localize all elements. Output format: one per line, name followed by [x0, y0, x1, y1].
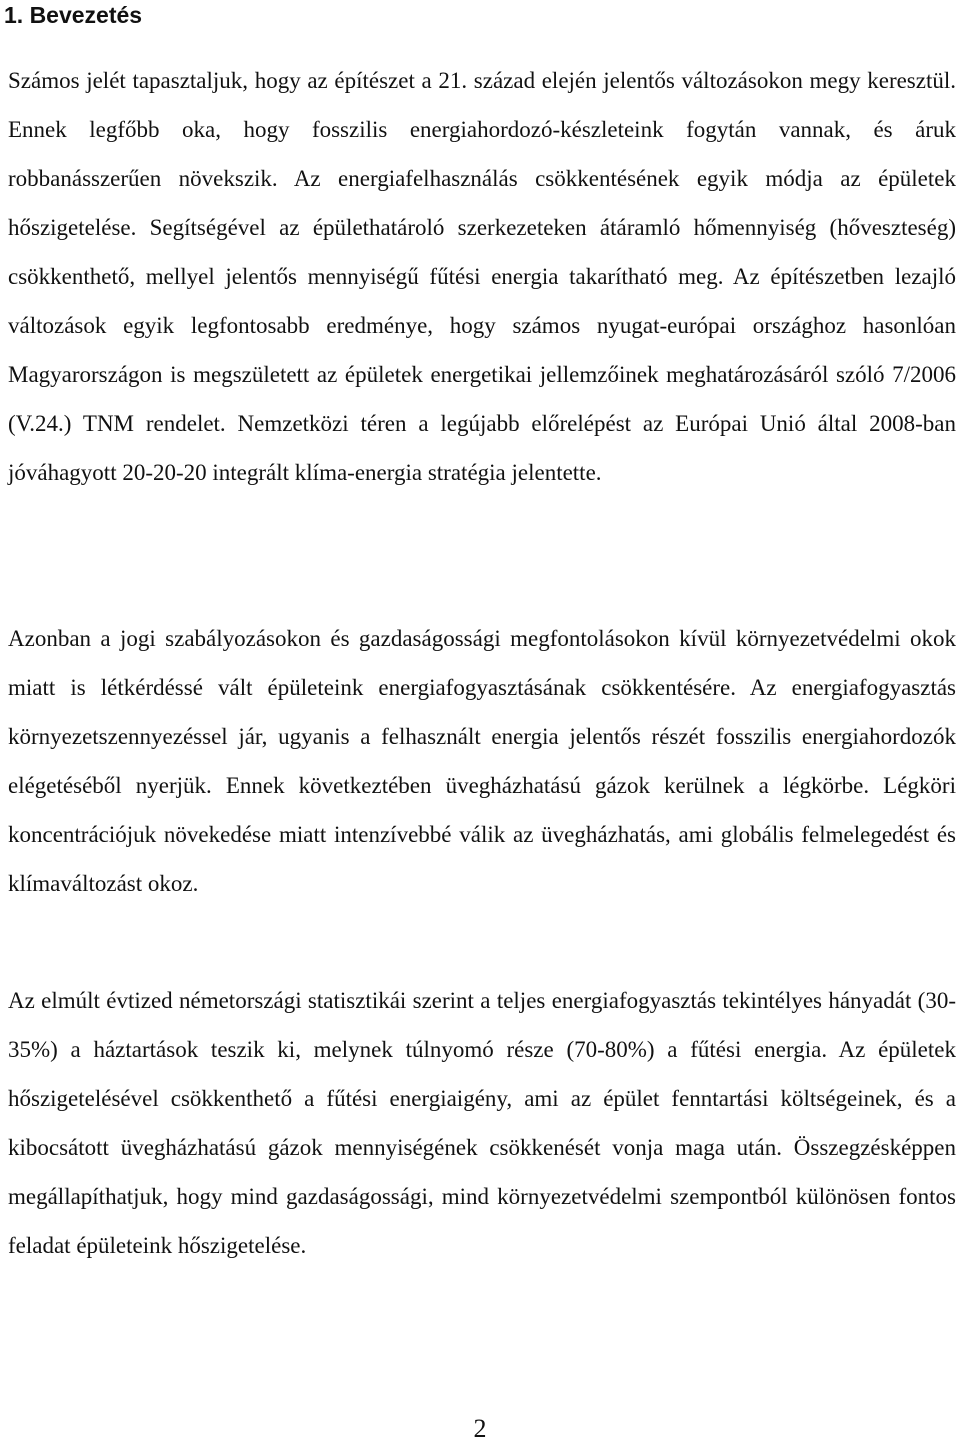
- page-number: 2: [473, 1414, 487, 1443]
- paragraph-intro: Számos jelét tapasztaljuk, hogy az építészet a 21. század elején jelentős változásokon megy keresztül. Ennek legfőbb oka, hogy fosszilis energiahordozó-készleteink fogytán vannak, és áruk robbanásszerűen növekszik. Az energiafelhasználás csökkentésének egyik módja az épületek hőszigetelése. Segítségével az épülethatároló szerkezeteken átáramló hőmennyiség (hőveszteség) csökkenthető, mellyel jelentős mennyiségű fűtési energia takarítható meg. Az építészetben lezajló változások egyik legfontosabb eredménye, hogy számos nyugat-európai országhoz hasonlóan Magyarországon is megszületett az épületek energetikai jellemzőinek meghatározásáról szóló 7/2006 (V.24.) TNM rendelet. Nemzetközi téren a legújabb előrelépést az Európai Unió által 2008-ban jóváhagyott 20-20-20 integrált klíma-energia stratégia jelentette.: [8, 68, 956, 485]
- section-heading: 1. Bevezetés: [4, 2, 143, 28]
- paragraph-environment: Azonban a jogi szabályozásokon és gazdaságossági megfontolásokon kívül környezetvédelmi okok miatt is létkérdéssé vált épületeink energiafogyasztásának csökkentésére. Az energiafogyasztás környezetszennyezéssel jár, ugyanis a felhasznált energia jelentős részét fosszilis energiahordozók elégetéséből nyerjük. Ennek következtében üvegházhatású gázok kerülnek a légkörbe. Légköri koncentrációjuk növekedése miatt intenzívebbé válik az üvegházhatás, ami globális felmelegedést és klímaváltozást okoz.: [8, 626, 956, 896]
- paragraph-statistics: Az elmúlt évtized németországi statisztikái szerint a teljes energiafogyasztás tekintélyes hányadát (30-35%) a háztartások teszik ki, melynek túlnyomó része (70-80%) a fűtési energia. Az épületek hőszigetelésével csökkenthető a fűtési energiaigény, ami az épület fenntartási költségeinek, és a kibocsátott üvegházhatású gázok mennyiségének csökkenését vonja maga után. Összegzésképpen megállapíthatjuk, hogy mind gazdaságossági, mind környezetvédelmi szempontból különösen fontos feladat épületeink hőszigetelése.: [8, 988, 956, 1258]
